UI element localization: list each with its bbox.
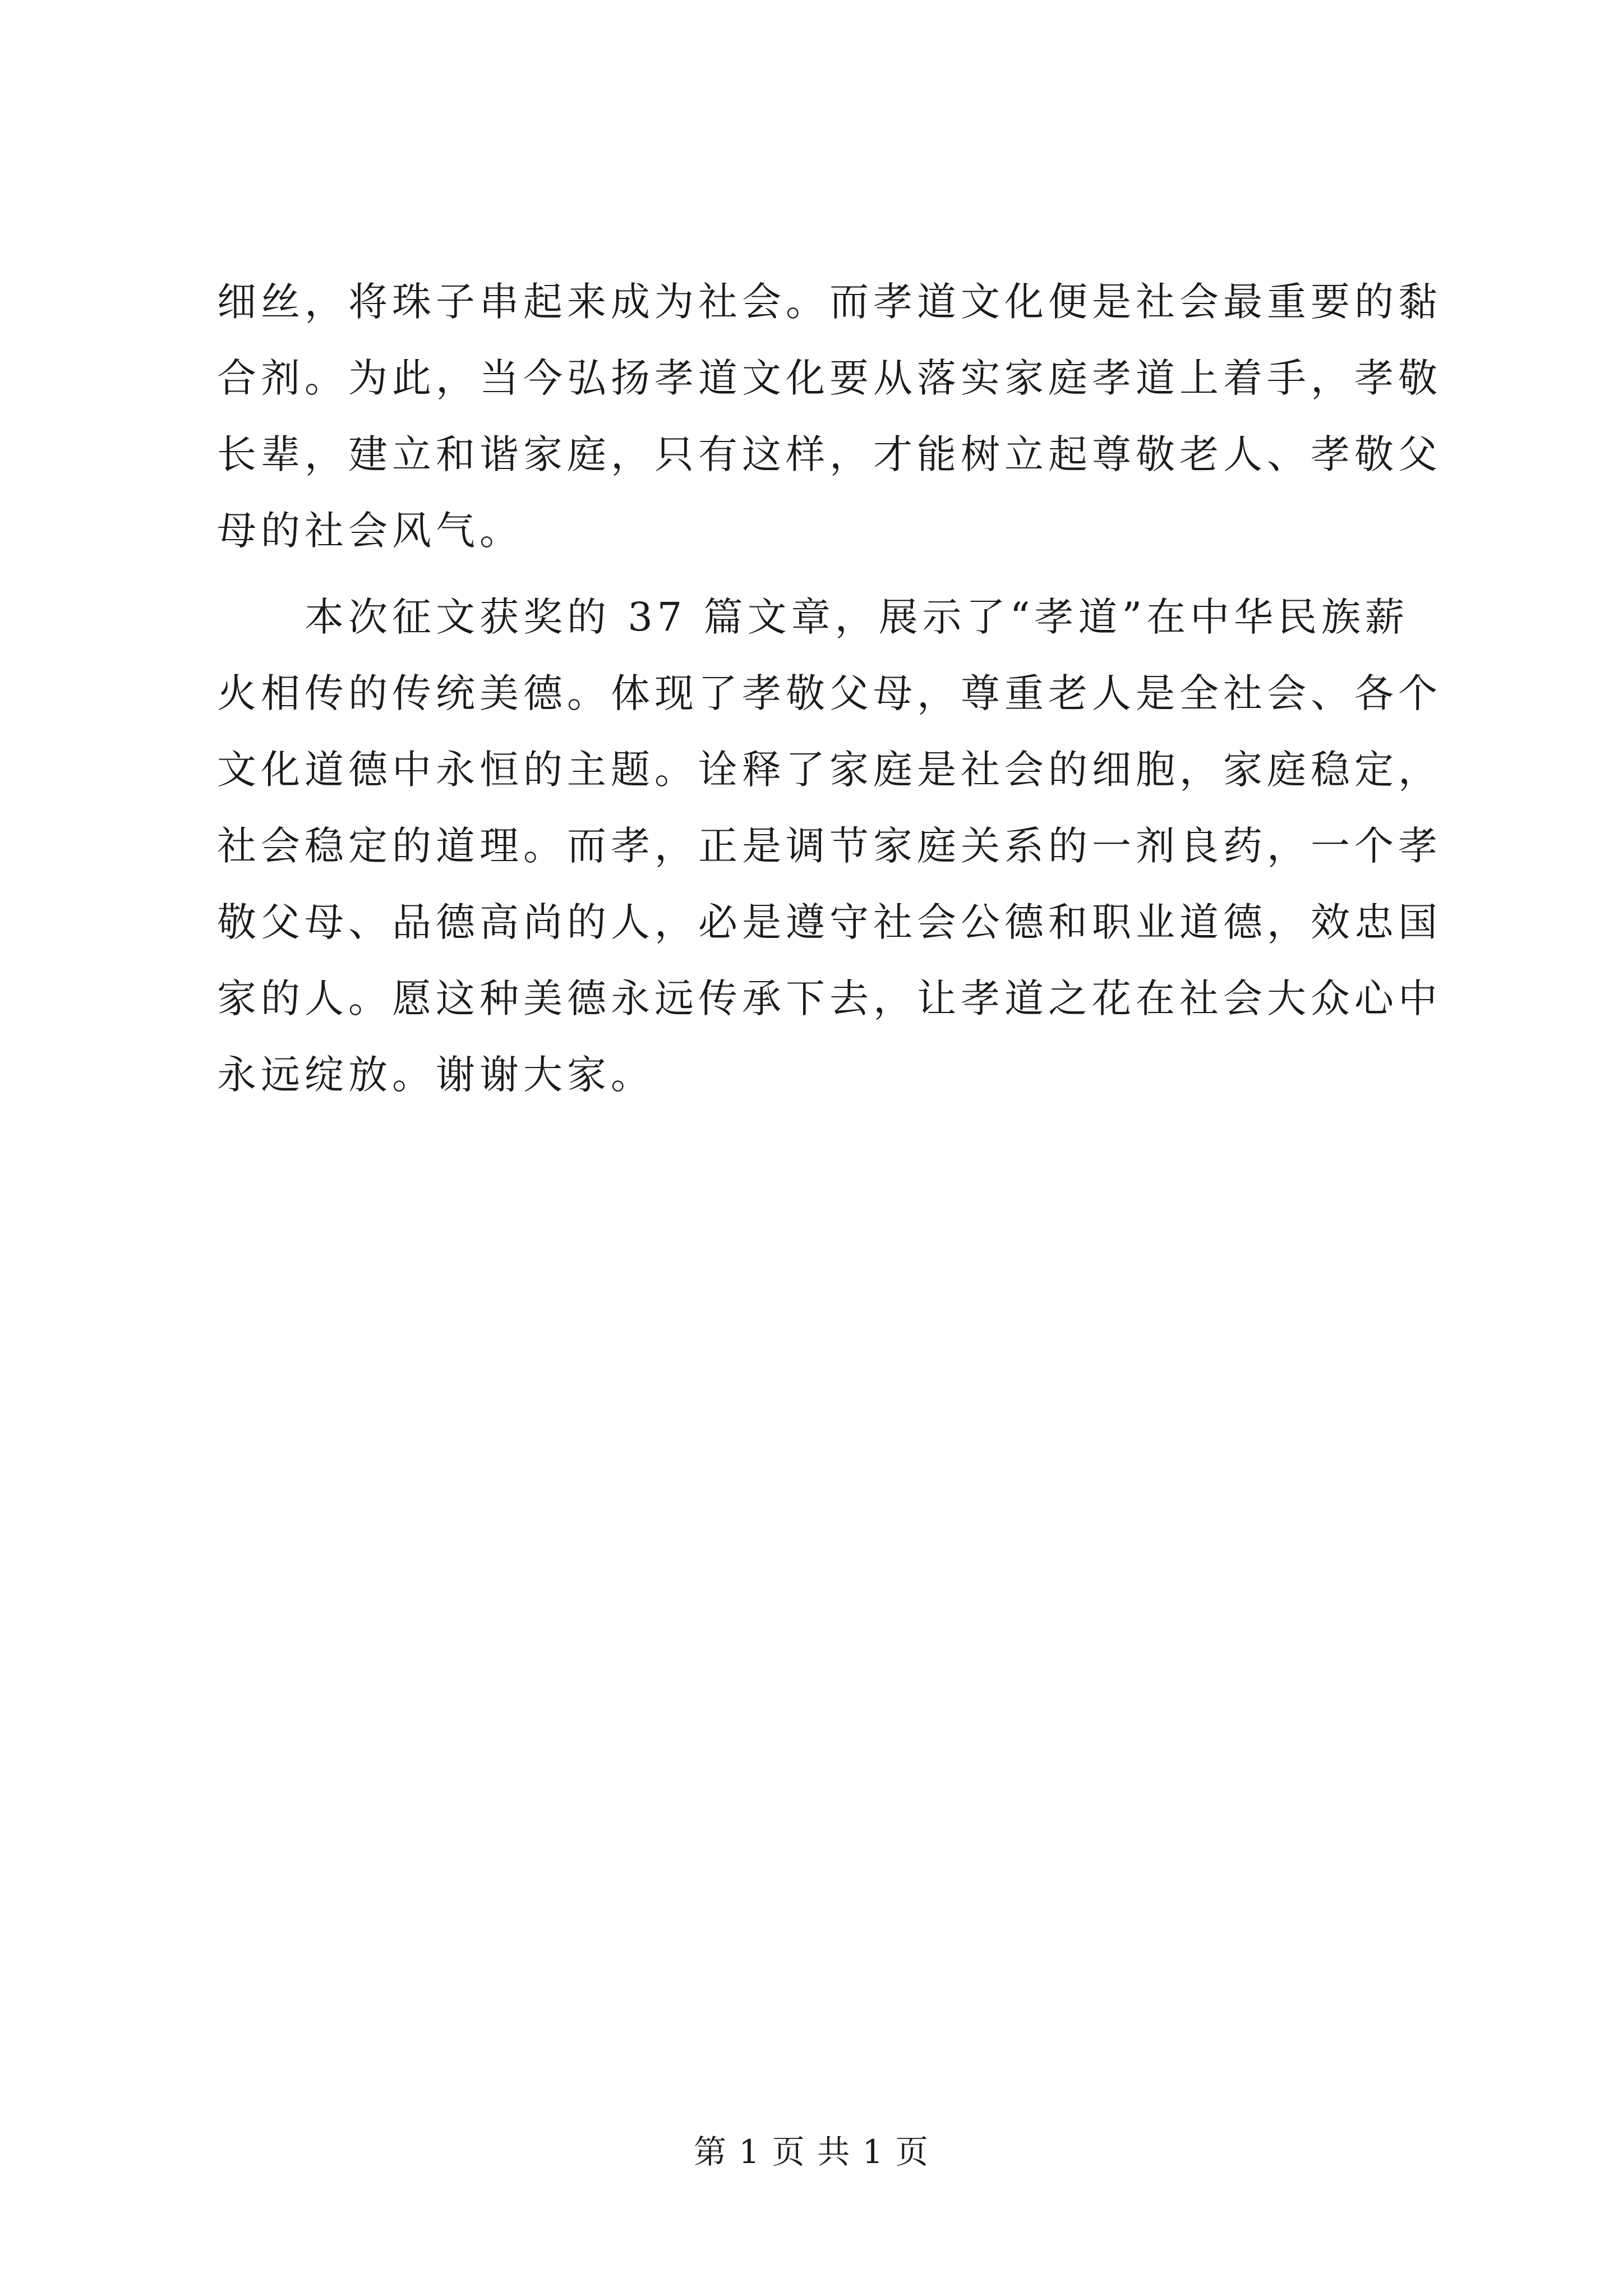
text-line: 细丝，将珠子串起来成为社会。而孝道文化便是社会最重要的黏 (217, 279, 1442, 325)
text-line: 敬父母、品德高尚的人，必是遵守社会公德和职业道德，效忠国 (217, 899, 1442, 945)
text-line: 母的社会风气。 (217, 508, 523, 554)
page-footer (0, 2129, 1623, 2174)
paragraph-2 (217, 579, 1440, 1113)
paragraph-spacer (217, 569, 1440, 579)
text-line: 家的人。愿这种美德永远传承下去，让孝道之花在社会大众心中 (217, 976, 1442, 1022)
text-line: 合剂。为此，当今弘扬孝道文化要从落实家庭孝道上着手，孝敬 (217, 355, 1442, 401)
text-line: 社会稳定的道理。而孝，正是调节家庭关系的一剂良药，一个孝 (217, 823, 1442, 869)
document-body (217, 264, 1440, 1113)
text-line: 长辈，建立和谐家庭，只有这样，才能树立起尊敬老人、孝敬父 (217, 431, 1442, 477)
paragraph-1 (217, 264, 1440, 569)
page-number: 第 1 页 共 1 页 (694, 2133, 929, 2171)
text-line: 本次征文获奖的 37 篇文章，展示了“孝道”在中华民族薪 (217, 594, 1409, 640)
text-line: 文化道德中永恒的主题。诠释了家庭是社会的细胞，家庭稳定， (217, 747, 1442, 793)
text-line: 永远绽放。谢谢大家。 (217, 1052, 654, 1098)
text-line: 火相传的传统美德。体现了孝敬父母，尊重老人是全社会、各个 (217, 670, 1442, 716)
